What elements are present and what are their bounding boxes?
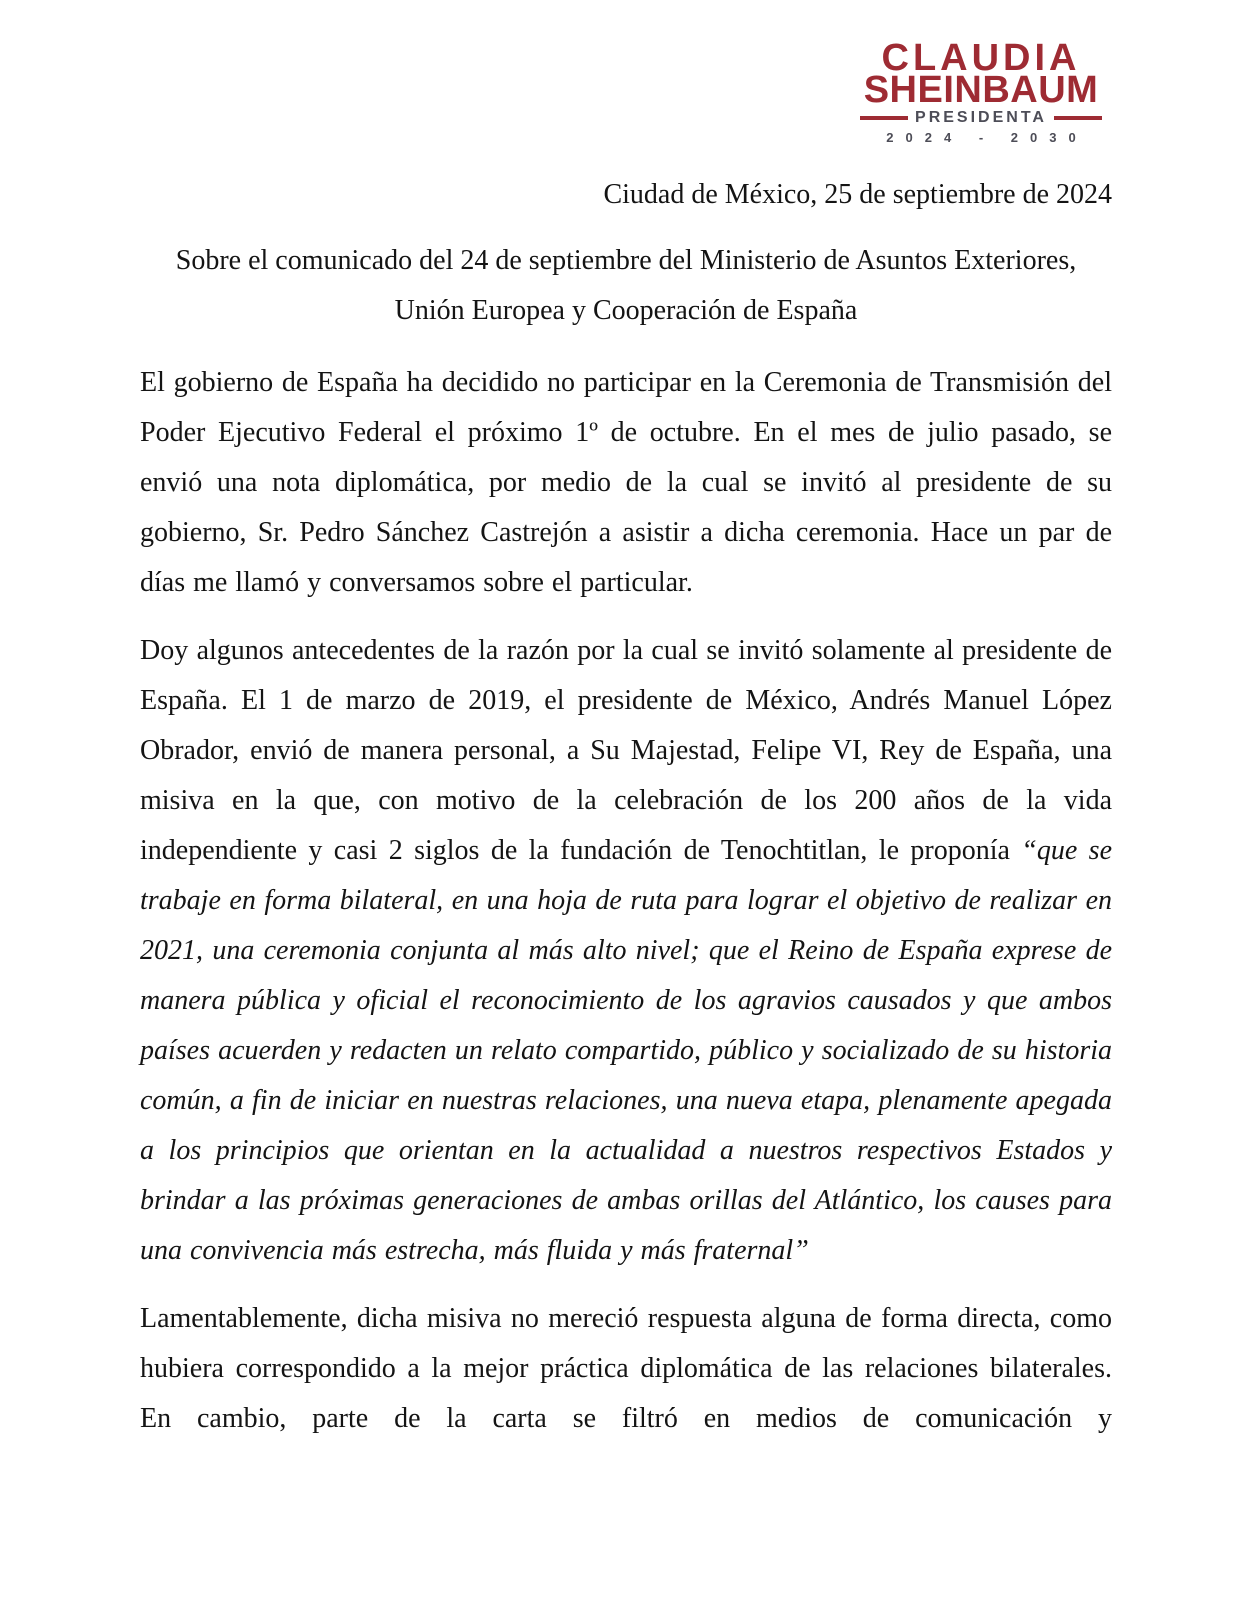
title-line-1: Sobre el comunicado del 24 de septiembre del Ministerio de Asuntos Exteriores, bbox=[175, 245, 1077, 276]
logo-right-dash bbox=[1054, 116, 1102, 120]
title-line-2: Unión Europea y Cooperación de España bbox=[394, 295, 858, 326]
dateline: Ciudad de México, 25 de septiembre de 2024 bbox=[603, 179, 1112, 210]
letter-body bbox=[140, 170, 1112, 1462]
paragraph-1: El gobierno de España ha decidido no participar en la Ceremonia de Transmisión del Poder Ejecutivo Federal el próximo 1º de octubre. En el mes de julio pasado, se envió una nota diplomática, por medio de la cual se invitó al presidente de su gobierno, Sr. Pedro Sánchez Castrejón a asistir a dicha ceremonia. Hace un par de días me llamó y conversamos sobre el particular. bbox=[140, 367, 1112, 598]
paragraph-2-quote: “que se trabaje en forma bilateral, en una hoja de ruta para lograr el objetivo de realizar en 2021, una ceremonia conjunta al más alto nivel; que el Reino de España exprese de manera pública y oficial el reconocimiento de los agravios causados y que ambos países acuerden y redacten un relato compartido, público y socializado de su historia común, a fin de iniciar en nuestras relaciones, una nueva etapa, plenamente apegada a los principios que orientan en la actualidad a nuestros respectivos Estados y brindar a las próximas generaciones de ambas orillas del Atlántico, los causes para una convivencia más estrecha, más fluida y más fraternal” bbox=[140, 835, 1113, 1266]
paragraph-3: Lamentablemente, dicha misiva no mereció respuesta alguna de forma directa, como hubiera correspondido a la mejor práctica diplomática de las relaciones bilaterales. En cambio, parte de la carta se filtró en medios de comunicación y bbox=[140, 1303, 1112, 1434]
logo-name-claudia: CLAUDIA bbox=[881, 37, 1081, 79]
logo-left-dash bbox=[860, 116, 908, 120]
document-title bbox=[140, 236, 1112, 336]
paragraph-2-lead: Doy algunos antecedentes de la razón por la cual se invitó solamente al presidente de España. El 1 de marzo de 2019, el presidente de México, Andrés Manuel López Obrador, envió de manera personal, a Su Majestad, Felipe VI, Rey de España, una misiva en la que, con motivo de la celebración de los 200 años de la vida independiente y casi 2 siglos de la fundación de Tenochtitlan, le proponía bbox=[140, 635, 1112, 866]
logo-presidenta-row bbox=[860, 110, 1102, 126]
paragraph-2 bbox=[140, 626, 1112, 1276]
claudia-sheinbaum-logo bbox=[860, 37, 1102, 145]
logo-years-label: 2024 - 2030 bbox=[886, 130, 1088, 145]
logo-presidenta-label: PRESIDENTA bbox=[915, 109, 1047, 126]
logo-name-sheinbaum: SHEINBAUM bbox=[863, 69, 1099, 111]
